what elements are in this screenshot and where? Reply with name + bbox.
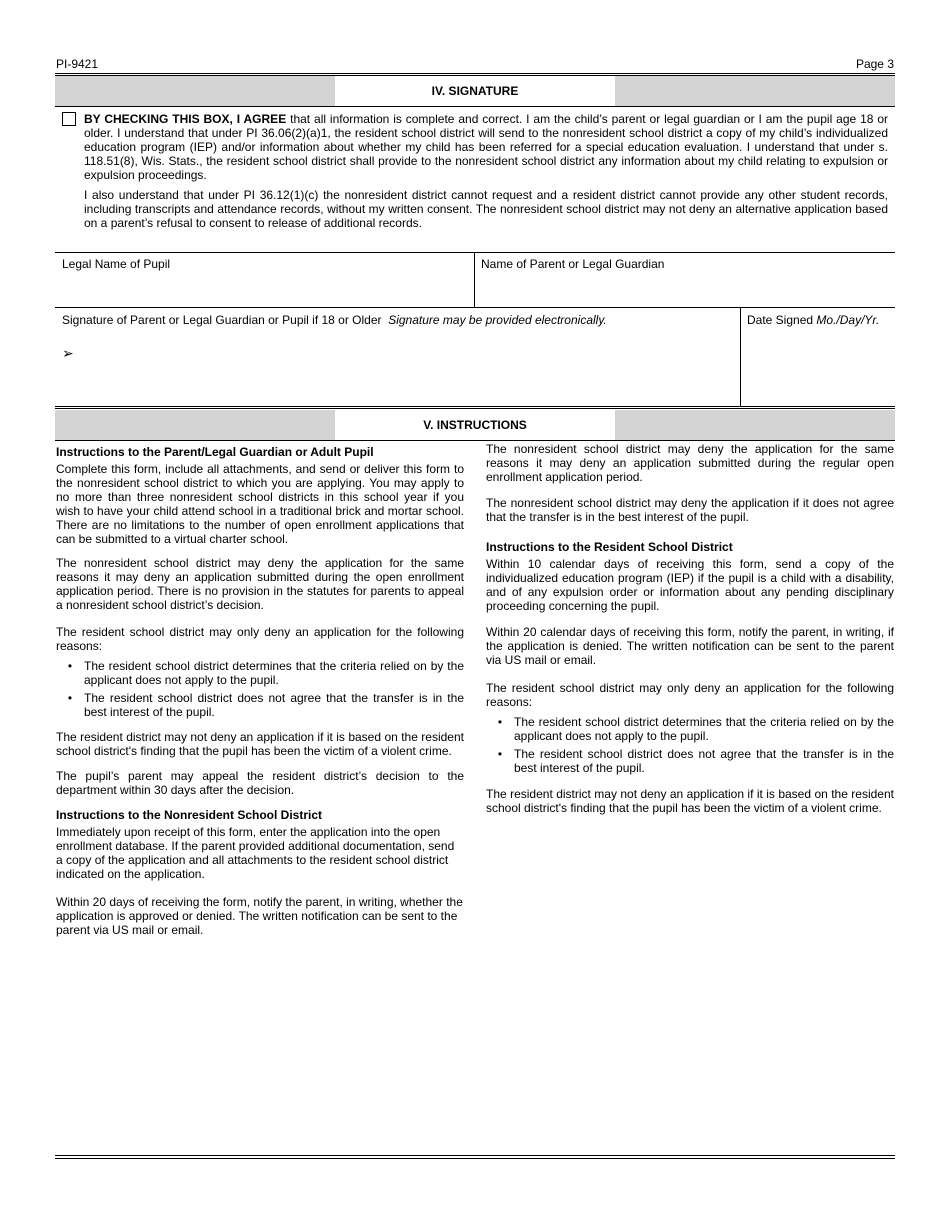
field-divider (474, 252, 475, 308)
resident-instructions-heading: Instructions to the Resident School District (486, 540, 733, 554)
list-item (56, 659, 464, 687)
agreement-block (84, 112, 888, 230)
fields-top-rule (55, 252, 895, 253)
paragraph: Within 20 days of receiving the form, notify the parent, in writing, whether the application is approved or denied. The written notification can be sent to the parent via US mail or email. (56, 895, 463, 937)
paragraph: The resident district may not deny an application if it is based on the resident school district's finding that the pupil has been the victim of a violent crime. (486, 787, 894, 815)
sig-bottom-rule-2 (55, 408, 895, 409)
instructions-left-column (56, 445, 464, 937)
pupil-name-input[interactable] (56, 272, 472, 306)
fields-mid-rule (55, 307, 895, 308)
signature-section-title: IV. SIGNATURE (335, 76, 615, 106)
list-item (56, 691, 464, 719)
agree-checkbox[interactable] (62, 112, 76, 126)
paragraph: Complete this form, include all attachments, and send or deliver this form to the nonresident school district to which you are applying. You may apply to no more than three nonresident school districts in this school year if you wish to have your child attend school in a traditional brick and mortar school. There are no limitations to the number of open enrollment applications that can be submitted to a virtual charter school. (56, 462, 464, 546)
bullet-icon: • (67, 659, 73, 673)
agreement-body: that all information is complete and correct. I am the child’s parent or legal guardian or I am the pupil age 18 or older. I understand that under PI 36.06(2)(a)1, the resident school district will send to the nonresident school district a copy of my child’s individualized education program (IEP) and/or information about whether my child has been referred for a special education evaluation. I understand that under s. 118.51(8), Wis. Stats., the resident school district shall provide to the nonresident school district any information about my child relating to expulsion or expulsion proceedings. (84, 112, 888, 182)
agreement-text (84, 112, 888, 182)
parent-instructions-heading: Instructions to the Parent/Legal Guardian or Adult Pupil (56, 445, 374, 459)
footer-rule (55, 1155, 895, 1156)
paragraph: The resident school district may only deny an application for the following reasons: (486, 681, 894, 709)
section-rule (55, 106, 895, 107)
consent-text: I also understand that under PI 36.12(1)(c) the nonresident district cannot request and a resident district cannot provide any other student records, including transcripts and attendance records, without my written consent. The nonresident school district may not deny an alternative application based on a parent’s refusal to consent to release of additional records. (84, 188, 888, 230)
paragraph: The nonresident school district may deny the application if it does not agree that the transfer is in the best interest of the pupil. (486, 496, 894, 524)
date-label (747, 313, 879, 327)
instructions-section-title: V. INSTRUCTIONS (335, 410, 615, 440)
agreement-bold: BY CHECKING THIS BOX, I AGREE (84, 112, 287, 126)
bullet-icon: • (497, 715, 503, 729)
signature-note: Signature may be provided electronically. (388, 313, 607, 327)
instructions-section-header (55, 410, 895, 440)
list-item-text: The resident school district does not agree that the transfer is in the best interest of the pupil. (84, 691, 464, 719)
paragraph: Within 10 calendar days of receiving this form, send a copy of the individualized education program (IEP) if the pupil is a child with a disability, and of any expulsion order or information about any pending disciplinary proceeding concerning the pupil. (486, 557, 894, 613)
paragraph: Within 20 calendar days of receiving this form, notify the parent, in writing, if the application is denied. The written notification can be sent to the parent via US mail or email. (486, 625, 894, 667)
page-number: Page 3 (855, 57, 894, 71)
paragraph: The nonresident school district may deny the application for the same reasons it may deny an application submitted during the regular open enrollment application period. (486, 442, 894, 484)
form-id: PI-9421 (56, 57, 99, 71)
date-input[interactable] (745, 332, 893, 404)
paragraph: The resident school district may only deny an application for the following reasons: (56, 625, 464, 653)
header-rule (55, 73, 895, 74)
list-item-text: The resident school district does not agree that the transfer is in the best interest of the pupil. (514, 747, 894, 775)
signature-input[interactable] (80, 332, 735, 404)
pupil-name-label: Legal Name of Pupil (62, 257, 171, 271)
bullet-icon: • (67, 691, 73, 705)
list-item-text: The resident school district determines that the criteria relied on by the applicant does not apply to the pupil. (514, 715, 894, 743)
list-item (486, 747, 894, 775)
date-divider (740, 308, 741, 407)
bullet-icon: • (497, 747, 503, 761)
paragraph: The pupil’s parent may appeal the resident district’s decision to the department within 30 days after the decision. (56, 769, 464, 797)
sig-bottom-rule (55, 406, 895, 407)
list-item-text: The resident school district determines that the criteria relied on by the applicant does not apply to the pupil. (84, 659, 464, 687)
list-item (486, 715, 894, 743)
instructions-rule (55, 440, 895, 441)
paragraph: The nonresident school district may deny the application for the same reasons it may deny an application submitted during the open enrollment application period. There is no provision in the statutes for parents to appeal a nonresident school district’s decision. (56, 556, 464, 612)
date-label-text: Date Signed (747, 313, 814, 327)
date-format: Mo./Day/Yr. (816, 313, 880, 327)
signature-arrow-icon: ➢ (62, 345, 74, 361)
signature-label (62, 313, 607, 327)
footer-rule-2 (55, 1158, 895, 1159)
paragraph: Immediately upon receipt of this form, enter the application into the open enrollment database. If the parent provided additional documentation, send a copy of the application and all attachments to the resident school district indicated on the application. (56, 825, 455, 881)
paragraph: The resident district may not deny an application if it is based on the resident school district's finding that the pupil has been the victim of a violent crime. (56, 730, 464, 758)
signature-label-text: Signature of Parent or Legal Guardian or Pupil if 18 or Older (62, 313, 382, 327)
instructions-right-column (486, 442, 894, 815)
signature-section-header (55, 76, 895, 106)
nonresident-instructions-heading: Instructions to the Nonresident School District (56, 808, 323, 822)
guardian-name-input[interactable] (476, 272, 894, 306)
guardian-name-label: Name of Parent or Legal Guardian (481, 257, 665, 271)
